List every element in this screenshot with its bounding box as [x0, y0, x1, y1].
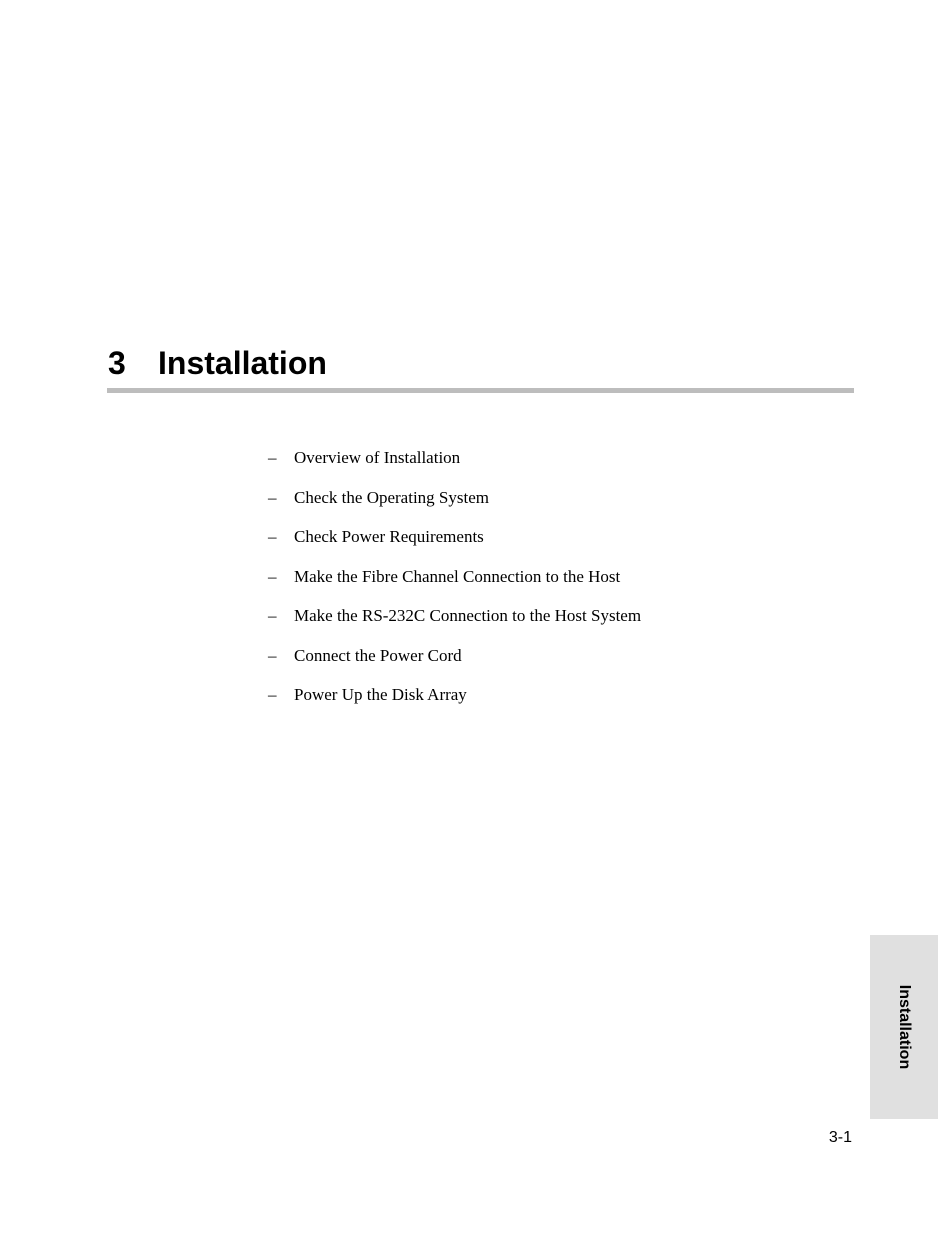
chapter-divider — [107, 388, 854, 393]
topic-item — [268, 525, 828, 565]
topic-item — [268, 446, 828, 486]
topic-text: Make the RS-232C Connection to the Host System — [294, 606, 642, 625]
list-dash-marker: – — [268, 448, 277, 467]
page-number: 3-1 — [828, 1129, 852, 1146]
list-dash-marker: – — [268, 606, 277, 625]
topic-text: Check the Operating System — [294, 487, 489, 507]
side-tab-label: Installation — [896, 984, 913, 1070]
topic-item — [268, 683, 828, 723]
chapter-heading — [108, 343, 854, 383]
list-dash-marker: – — [268, 487, 277, 507]
topic-text: Power Up the Disk Array — [294, 685, 467, 704]
list-dash-marker: – — [268, 645, 277, 665]
chapter-topic-list — [268, 446, 828, 723]
topic-text: Check Power Requirements — [294, 527, 484, 546]
chapter-number: 3 — [108, 345, 126, 381]
chapter-title: Installation — [158, 345, 327, 381]
topic-text: Overview of Installation — [294, 448, 461, 467]
topic-text: Connect the Power Cord — [294, 645, 462, 665]
topic-text: Make the Fibre Channel Connection to the Host — [294, 566, 621, 586]
topic-item — [268, 486, 828, 526]
chapter-side-tab — [870, 935, 938, 1119]
topic-item — [268, 565, 828, 605]
topic-item — [268, 644, 828, 684]
list-dash-marker: – — [268, 685, 277, 704]
list-dash-marker: – — [268, 566, 277, 586]
list-dash-marker: – — [268, 527, 277, 546]
topic-item — [268, 604, 828, 644]
